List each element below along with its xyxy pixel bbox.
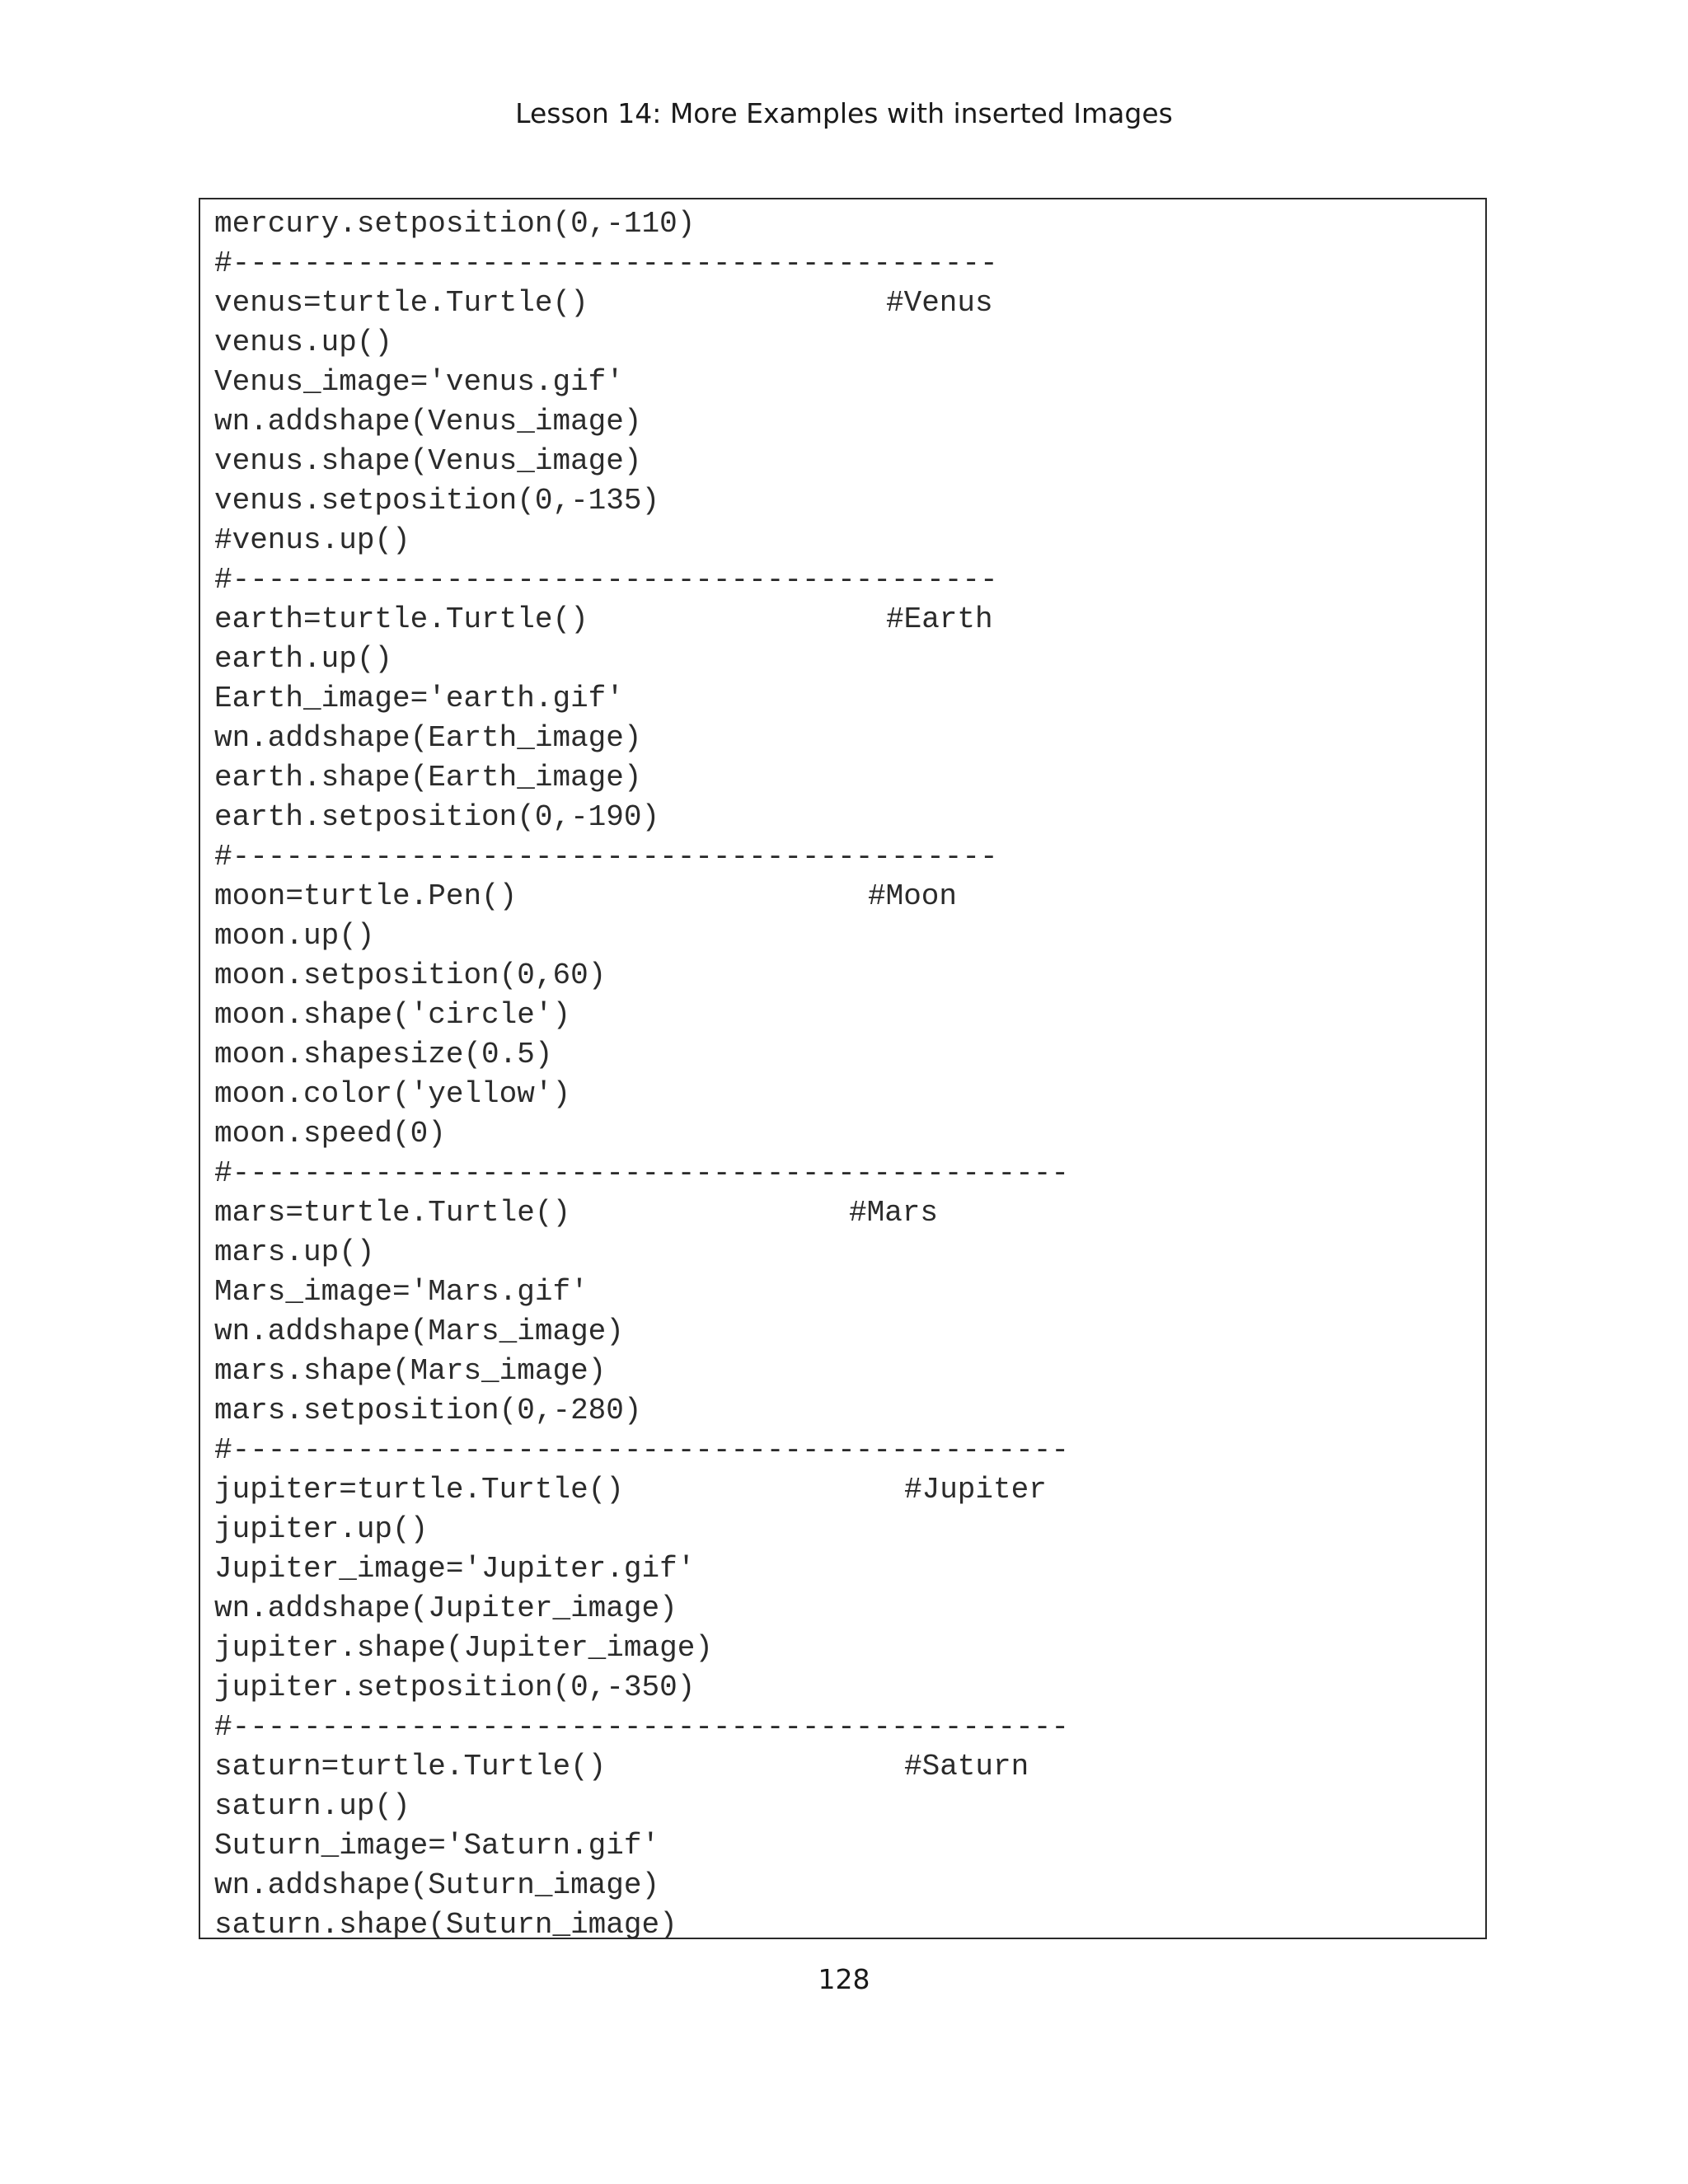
code-line (214, 1826, 1069, 1866)
code-text: jupiter.shape(Jupiter_image) (214, 1631, 713, 1665)
code-comment: #Venus (886, 286, 993, 320)
code-text: moon.speed(0) (214, 1117, 446, 1151)
code-text: moon.color('yellow') (214, 1077, 571, 1111)
code-text: Suturn_image='Saturn.gif' (214, 1829, 660, 1863)
code-line (214, 402, 1069, 442)
code-line (214, 442, 1069, 481)
code-text: moon.up() (214, 919, 375, 953)
code-line (214, 1668, 1069, 1708)
code-text: jupiter.setposition(0,-350) (214, 1671, 696, 1704)
code-text: #----------------------------------------------- (214, 1156, 1069, 1190)
code-line (214, 1154, 1069, 1193)
code-line (214, 1391, 1069, 1431)
code-line (214, 956, 1069, 996)
code-text: venus.shape(Venus_image) (214, 444, 642, 478)
code-line (214, 1272, 1069, 1312)
code-text: venus=turtle.Turtle() (214, 286, 588, 320)
code-text: moon.setposition(0,60) (214, 958, 607, 992)
code-line (214, 719, 1069, 758)
code-listing-box (199, 198, 1487, 1942)
code-text: wn.addshape(Earth_image) (214, 721, 642, 755)
code-line (214, 560, 1069, 600)
code-text: wn.addshape(Venus_image) (214, 405, 642, 438)
code-text: #------------------------------------------- (214, 563, 998, 597)
code-text: earth.up() (214, 642, 393, 676)
code-text: Earth_image='earth.gif' (214, 682, 624, 715)
code-line (214, 1075, 1069, 1114)
code-line (214, 1470, 1069, 1510)
code-text: wn.addshape(Jupiter_image) (214, 1591, 678, 1625)
code-text: saturn=turtle.Turtle() (214, 1750, 607, 1783)
page-header-title: Lesson 14: More Examples with inserted Images (515, 97, 1173, 129)
code-comment: #Earth (886, 602, 993, 636)
code-line (214, 877, 1069, 916)
code-text: earth=turtle.Turtle() (214, 602, 588, 636)
code-line (214, 996, 1069, 1035)
code-text: #----------------------------------------------- (214, 1433, 1069, 1467)
code-text: moon.shape('circle') (214, 998, 571, 1032)
code-line (214, 916, 1069, 956)
code-text: mars.shape(Mars_image) (214, 1354, 607, 1388)
code-line (214, 1549, 1069, 1589)
code-line (214, 1747, 1069, 1787)
code-comment: #Saturn (904, 1750, 1029, 1783)
code-line (214, 521, 1069, 560)
code-line (214, 1708, 1069, 1747)
code-line (214, 1589, 1069, 1629)
code-text: mercury.setposition(0,-110) (214, 207, 696, 241)
code-text: #----------------------------------------------- (214, 1710, 1069, 1744)
code-text: jupiter=turtle.Turtle() (214, 1473, 624, 1507)
code-line (214, 798, 1069, 837)
code-text: wn.addshape(Suturn_image) (214, 1868, 660, 1902)
code-text: #------------------------------------------- (214, 246, 998, 280)
code-line (214, 1866, 1069, 1905)
code-text: mars.up() (214, 1235, 375, 1269)
code-text: venus.up() (214, 326, 393, 359)
code-listing (214, 204, 1069, 1945)
code-line (214, 758, 1069, 798)
code-text: mars=turtle.Turtle() (214, 1196, 571, 1230)
code-line (214, 679, 1069, 719)
code-text: moon=turtle.Pen() (214, 879, 518, 913)
code-line (214, 1352, 1069, 1391)
code-line (214, 640, 1069, 679)
code-line (214, 1431, 1069, 1470)
code-line (214, 1787, 1069, 1826)
code-text: Venus_image='venus.gif' (214, 365, 624, 399)
code-text: venus.setposition(0,-135) (214, 484, 660, 518)
code-line (214, 363, 1069, 402)
code-line (214, 1312, 1069, 1352)
code-comment: #Mars (849, 1196, 939, 1230)
code-text: wn.addshape(Mars_image) (214, 1315, 624, 1348)
code-line (214, 323, 1069, 363)
code-line (214, 244, 1069, 284)
code-line (214, 837, 1069, 877)
code-line (214, 204, 1069, 244)
code-text: saturn.shape(Suturn_image) (214, 1908, 678, 1942)
code-comment: #Moon (868, 879, 958, 913)
code-line (214, 1193, 1069, 1233)
code-text: #------------------------------------------- (214, 840, 998, 874)
code-line (214, 600, 1069, 640)
code-line (214, 1114, 1069, 1154)
code-text: #venus.up() (214, 523, 410, 557)
code-text: Mars_image='Mars.gif' (214, 1275, 588, 1309)
code-line (214, 1233, 1069, 1272)
page-number: 128 (818, 1963, 870, 1995)
code-text: saturn.up() (214, 1789, 410, 1823)
code-line (214, 1510, 1069, 1549)
code-line (214, 1629, 1069, 1668)
code-text: mars.setposition(0,-280) (214, 1394, 642, 1427)
code-comment: #Jupiter (904, 1473, 1047, 1507)
code-text: moon.shapesize(0.5) (214, 1038, 553, 1071)
code-text: earth.shape(Earth_image) (214, 761, 642, 794)
code-line (214, 1035, 1069, 1075)
code-line (214, 481, 1069, 521)
code-text: Jupiter_image='Jupiter.gif' (214, 1552, 696, 1586)
code-line (214, 1905, 1069, 1945)
code-text: earth.setposition(0,-190) (214, 800, 660, 834)
code-text: jupiter.up() (214, 1512, 429, 1546)
code-line (214, 284, 1069, 323)
